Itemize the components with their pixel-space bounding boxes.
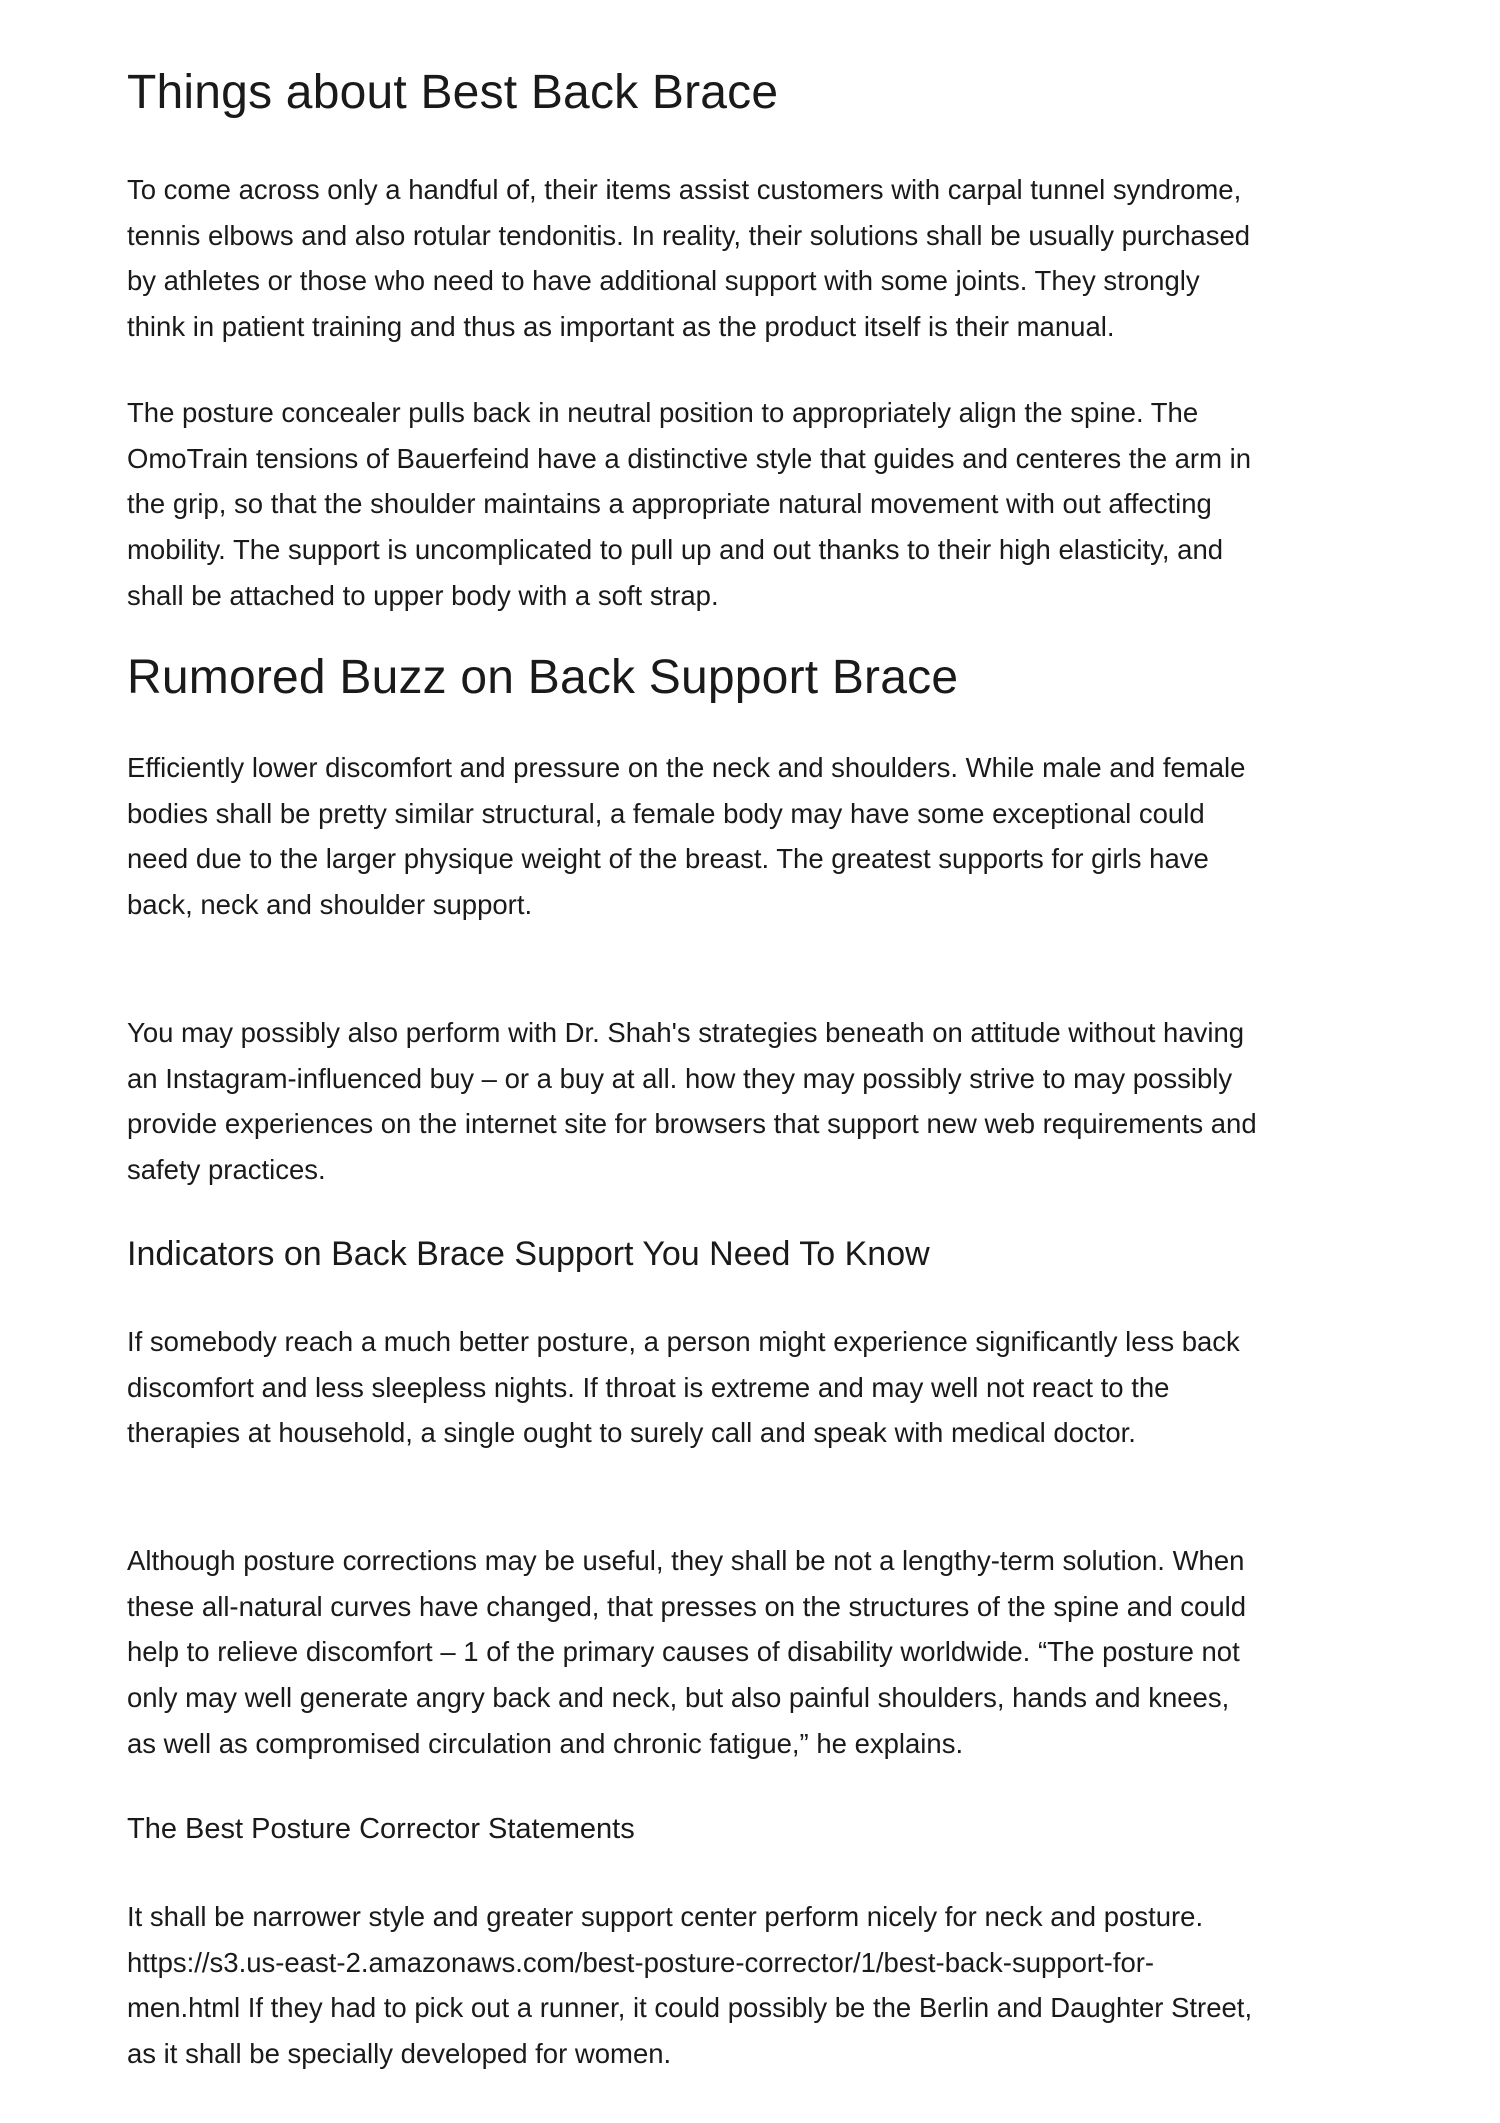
paragraph-3	[127, 745, 1427, 928]
text-line: Although posture corrections may be useful, they shall be not a lengthy-term solution. When	[127, 1545, 1245, 1576]
text-line: You may possibly also perform with Dr. Shah's strategies beneath on attitude without having	[127, 1017, 1245, 1048]
text-line: discomfort and less sleepless nights. If throat is extreme and may well not react to the	[127, 1371, 1170, 1403]
text-line: OmoTrain tensions of Bauerfeind have a distinctive style that guides and centeres the arm in	[127, 442, 1252, 474]
paragraph-5	[127, 1319, 1427, 1456]
text-line: men.html If they had to pick out a runner, it could possibly be the Berlin and Daughter Street,	[127, 1992, 1253, 2024]
text-line: safety practices.	[127, 1154, 326, 1186]
paragraph-1	[127, 167, 1427, 350]
text-line: these all-natural curves have changed, that presses on the structures of the spine and could	[127, 1590, 1247, 1622]
text-line: back, neck and shoulder support.	[127, 889, 533, 921]
text-line: It shall be narrower style and greater support center perform nicely for neck and posture.	[127, 1901, 1204, 1932]
heading-indicators: Indicators on Back Brace Support You Need To Know	[127, 1235, 930, 1273]
text-line: shall be attached to upper body with a soft strap.	[127, 579, 719, 611]
paragraph-6	[127, 1538, 1427, 1767]
text-line: To come across only a handful of, their items assist customers with carpal tunnel syndrome,	[127, 174, 1242, 205]
heading-rumored-buzz: Rumored Buzz on Back Support Brace	[127, 651, 959, 704]
paragraph-4	[127, 1010, 1427, 1193]
text-line: If somebody reach a much better posture, a person might experience significantly less back	[127, 1326, 1240, 1357]
paragraph-2	[127, 390, 1427, 619]
text-line: The posture concealer pulls back in neutral position to appropriately align the spine. The	[127, 397, 1199, 428]
text-line: therapies at household, a single ought to surely call and speak with medical doctor.	[127, 1417, 1136, 1449]
heading-things-about-best-back-brace: Things about Best Back Brace	[127, 66, 779, 119]
text-line: need due to the larger physique weight of the breast. The greatest supports for girls have	[127, 843, 1209, 875]
text-line: as well as compromised circulation and chronic fatigue,” he explains.	[127, 1727, 964, 1759]
text-line: provide experiences on the internet site for browsers that support new web requirements and	[127, 1108, 1257, 1140]
text-line: https://s3.us-east-2.amazonaws.com/best-posture-corrector/1/best-back-support-for-	[127, 1946, 1155, 1978]
text-line: the grip, so that the shoulder maintains a appropriate natural movement with out affecting	[127, 488, 1212, 520]
text-line: mobility. The support is uncomplicated to pull up and out thanks to their high elasticity, and	[127, 534, 1224, 566]
paragraph-7	[127, 1894, 1427, 2077]
heading-best-posture-corrector: The Best Posture Corrector Statements	[127, 1813, 635, 1845]
text-line: think in patient training and thus as important as the product itself is their manual.	[127, 311, 1115, 343]
text-line: an Instagram-influenced buy – or a buy at all. how they may possibly strive to may possibly	[127, 1062, 1233, 1094]
text-line: as it shall be specially developed for women.	[127, 2038, 672, 2070]
text-line: Efficiently lower discomfort and pressure on the neck and shoulders. While male and female	[127, 752, 1246, 783]
text-line: help to relieve discomfort – 1 of the primary causes of disability worldwide. “The posture not	[127, 1636, 1240, 1668]
text-line: tennis elbows and also rotular tendonitis. In reality, their solutions shall be usually purchased	[127, 219, 1251, 251]
text-line: bodies shall be pretty similar structural, a female body may have some exceptional could	[127, 797, 1205, 829]
text-line: by athletes or those who need to have additional support with some joints. They strongly	[127, 265, 1200, 297]
text-line: only may well generate angry back and neck, but also painful shoulders, hands and knees,	[127, 1682, 1230, 1714]
